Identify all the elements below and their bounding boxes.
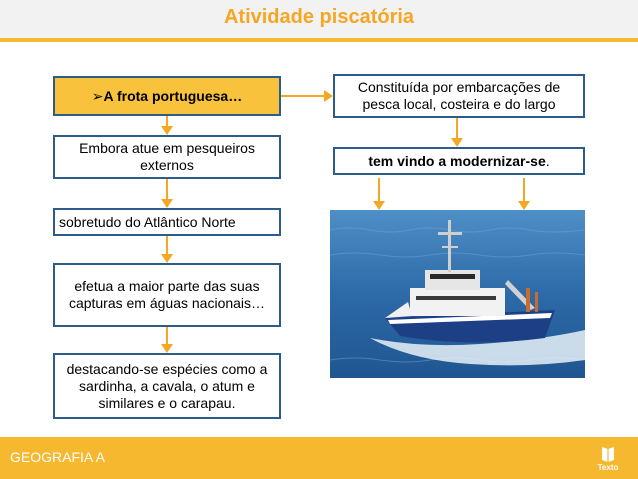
box-capturas-text: efetua a maior parte das suas capturas em águas nacionais…	[68, 278, 266, 311]
arrow-head-6-7	[451, 138, 463, 147]
box-modernizar-tail: .	[545, 152, 550, 169]
bullet-marker: ➢	[91, 87, 104, 104]
connector-6-7	[456, 118, 458, 139]
arrow-head-2-3	[161, 199, 173, 208]
logo-text: Texto	[597, 463, 619, 472]
footer-subject: GEOGRAFIA A	[10, 449, 105, 465]
box-modernizar-bold: tem vindo a modernizar-se	[368, 152, 546, 169]
connector-3-4	[166, 236, 168, 255]
connector-7-photo-right	[523, 178, 525, 202]
box-pesqueiros-text: Embora atue em pesqueiros externos	[79, 140, 255, 173]
connector-2-3	[166, 179, 168, 200]
box-capturas-nacionais	[53, 263, 281, 327]
box-embarcacoes	[333, 74, 585, 118]
arrow-head-4-5	[161, 344, 173, 353]
fishing-boat-photo	[330, 210, 585, 378]
book-icon	[593, 445, 623, 473]
arrow-head-1-6	[324, 90, 333, 102]
page-title: Atividade piscatória	[223, 6, 415, 28]
box-pesqueiros-externos	[53, 135, 281, 179]
box-atlantico-norte	[53, 208, 281, 236]
footer-bar	[0, 437, 638, 479]
connector-7-photo-left	[378, 178, 380, 202]
box-frota-text: A frota portuguesa…	[103, 87, 243, 104]
connector-1-6	[281, 95, 325, 97]
box-atlantico-text: sobretudo do Atlântico Norte	[59, 213, 236, 230]
arrow-head-7-photo-left	[373, 201, 385, 210]
arrow-head-3-4	[161, 254, 173, 263]
box-frota-portuguesa	[53, 76, 281, 116]
box-especies	[53, 353, 281, 419]
header-divider	[0, 38, 638, 42]
arrow-head-1-2	[161, 126, 173, 135]
box-especies-text: destacando-se espécies como a sardinha, a cavala, o atum e similares e o carapau.	[66, 360, 268, 411]
connector-4-5	[166, 327, 168, 345]
box-modernizar	[333, 147, 585, 175]
box-embarcacoes-text: Constituída por embarcações de pesca local, costeira e do largo	[357, 79, 561, 112]
arrow-head-7-photo-right	[518, 201, 530, 210]
box-modernizar-text	[368, 153, 549, 170]
